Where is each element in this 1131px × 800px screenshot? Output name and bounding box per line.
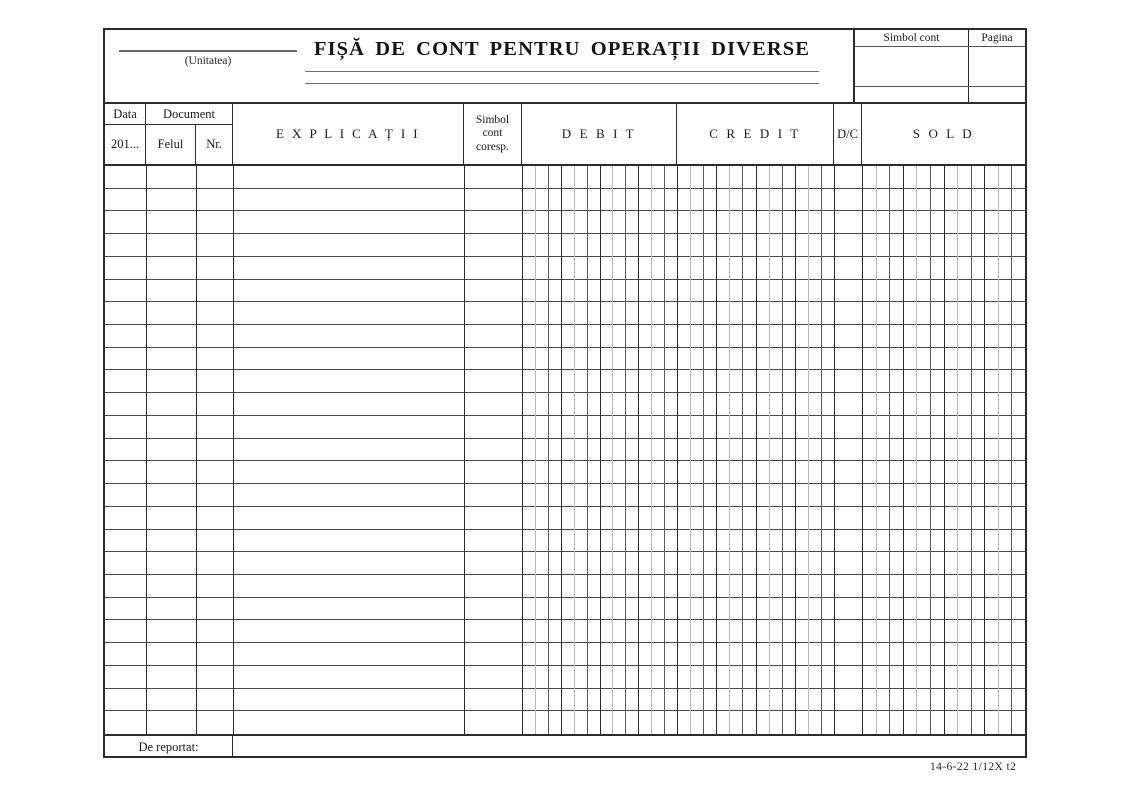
pagina-value-field-2[interactable]	[969, 87, 1025, 102]
table-row[interactable]	[105, 416, 1025, 439]
table-row[interactable]	[105, 575, 1025, 598]
table-row[interactable]	[105, 166, 1025, 189]
form-sheet	[103, 28, 1027, 758]
table-row[interactable]	[105, 461, 1025, 484]
title-write-line-2[interactable]	[305, 83, 819, 84]
table-row[interactable]	[105, 325, 1025, 348]
header-document-nr: Nr.	[206, 137, 222, 151]
ledger-grid	[105, 166, 1025, 734]
header-debit: D E B I T	[522, 104, 677, 164]
header-simbol-cont-coresp	[464, 104, 522, 164]
de-reportat-value-area[interactable]	[233, 736, 1025, 758]
simbol-cont-value-field[interactable]	[855, 47, 969, 86]
ledger-rows	[105, 166, 1025, 734]
masthead	[105, 30, 1025, 104]
table-row[interactable]	[105, 643, 1025, 666]
header-data: Data	[105, 104, 146, 124]
carry-forward-row	[105, 734, 1025, 758]
table-row[interactable]	[105, 302, 1025, 325]
table-row[interactable]	[105, 370, 1025, 393]
table-row[interactable]	[105, 552, 1025, 575]
table-row[interactable]	[105, 530, 1025, 553]
unitatea-label: (Unitatea)	[184, 55, 232, 67]
table-row[interactable]	[105, 393, 1025, 416]
header-simbol-line-3: coresp.	[476, 140, 509, 153]
header-sold: S O L D	[912, 126, 975, 141]
pagina-value-field[interactable]	[969, 47, 1025, 86]
table-header-band	[105, 104, 1025, 166]
table-row[interactable]	[105, 257, 1025, 280]
account-box-header-row	[855, 30, 1025, 47]
table-row[interactable]	[105, 280, 1025, 303]
header-simbol-line-2: cont	[482, 127, 503, 140]
de-reportat-label: De reportat:	[105, 736, 233, 758]
simbol-cont-header: Simbol cont	[855, 30, 969, 46]
account-box-value-row-2	[855, 87, 1025, 102]
header-credit: C R E D I T	[677, 104, 834, 164]
table-row[interactable]	[105, 666, 1025, 689]
account-box-value-row	[855, 47, 1025, 87]
header-data-year: 201...	[105, 125, 146, 164]
pagina-header: Pagina	[981, 31, 1013, 44]
header-document-felul: Felul	[146, 125, 196, 164]
header-group-data-document	[105, 104, 233, 164]
simbol-cont-value-field-2[interactable]	[855, 87, 969, 102]
header-row-top	[105, 104, 232, 125]
table-row[interactable]	[105, 689, 1025, 712]
table-row[interactable]	[105, 211, 1025, 234]
header-dc: D/C	[834, 104, 862, 164]
table-row[interactable]	[105, 507, 1025, 530]
table-row[interactable]	[105, 189, 1025, 212]
title-write-line-1[interactable]	[305, 71, 819, 72]
table-row[interactable]	[105, 439, 1025, 462]
title-block	[305, 36, 819, 84]
form-code: 14-6-22 1/12X t2	[930, 761, 1017, 773]
header-explicatii: E X P L I C A Ț I I	[233, 104, 464, 164]
account-symbol-box	[853, 28, 1027, 104]
table-row[interactable]	[105, 598, 1025, 621]
table-row[interactable]	[105, 620, 1025, 643]
header-simbol-line-1: Simbol	[475, 113, 510, 126]
table-row[interactable]	[105, 711, 1025, 734]
unitatea-block	[119, 50, 297, 68]
table-row[interactable]	[105, 348, 1025, 371]
table-row[interactable]	[105, 234, 1025, 257]
header-document: Document	[162, 106, 216, 121]
page-title: FIȘĂ DE CONT PENTRU OPERAȚII DIVERSE	[313, 38, 811, 60]
table-row[interactable]	[105, 484, 1025, 507]
header-row-bottom	[105, 125, 232, 164]
